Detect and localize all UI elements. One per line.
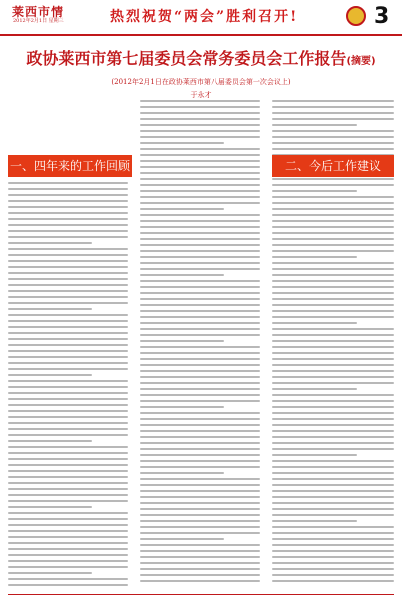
- body-text-line: [272, 334, 394, 336]
- body-text-line: [140, 232, 260, 234]
- body-text-line: [8, 500, 128, 502]
- body-text-line: [140, 154, 260, 156]
- body-text-line: [140, 430, 260, 432]
- body-text-line: [140, 424, 260, 426]
- body-text-line: [8, 212, 128, 214]
- body-text-line: [272, 340, 394, 342]
- body-text-line: [8, 272, 128, 274]
- body-text-line: [272, 382, 394, 384]
- body-text-line: [272, 178, 394, 180]
- body-text-line: [272, 244, 394, 246]
- body-text-line: [140, 148, 260, 150]
- body-text-line: [140, 412, 260, 414]
- body-text-line: [272, 394, 394, 396]
- body-text-line: [272, 538, 394, 540]
- body-text-line: [140, 166, 260, 168]
- body-text-line: [8, 560, 128, 562]
- body-text-line: [8, 464, 128, 466]
- body-text-line: [272, 232, 394, 234]
- body-text-line: [272, 238, 394, 240]
- body-text-line: [8, 458, 128, 460]
- body-text-line: [8, 446, 128, 448]
- body-text-line: [140, 388, 260, 390]
- body-text-line: [8, 566, 128, 568]
- body-text-line: [140, 316, 260, 318]
- body-text-line: [8, 410, 128, 412]
- body-text-line: [272, 262, 394, 264]
- body-text-line: [140, 520, 260, 522]
- body-text-line: [8, 380, 128, 382]
- body-text-line: [272, 214, 394, 216]
- body-text-line: [8, 296, 128, 298]
- body-text-line: [140, 250, 260, 252]
- body-text-line: [140, 118, 260, 120]
- body-text-line: [140, 322, 260, 324]
- body-text-line: [272, 280, 394, 282]
- body-text-line: [272, 328, 394, 330]
- body-text-line: [8, 572, 92, 574]
- title-main: 政协莱西市第七届委员会常务委员会工作报告: [26, 49, 347, 68]
- body-text-line: [272, 148, 394, 150]
- body-text-line: [140, 268, 260, 270]
- body-text-line: [140, 202, 260, 204]
- body-column-1: [8, 182, 128, 592]
- masthead: [0, 0, 402, 36]
- body-text-line: [8, 416, 128, 418]
- body-text-line: [272, 442, 394, 444]
- body-text-line: [140, 244, 260, 246]
- body-text-line: [8, 554, 128, 556]
- body-text-line: [272, 130, 394, 132]
- body-text-line: [140, 502, 260, 504]
- body-text-line: [272, 298, 394, 300]
- body-text-line: [8, 320, 128, 322]
- body-text-line: [272, 544, 394, 546]
- body-text-line: [8, 386, 128, 388]
- body-text-line: [8, 308, 92, 310]
- body-text-line: [272, 448, 394, 450]
- body-text-line: [8, 440, 92, 442]
- body-text-line: [272, 424, 394, 426]
- body-text-line: [8, 518, 128, 520]
- body-text-line: [8, 200, 128, 202]
- body-text-line: [272, 550, 394, 552]
- body-text-line: [140, 142, 224, 144]
- body-text-line: [8, 494, 128, 496]
- body-text-line: [140, 406, 224, 408]
- body-text-line: [8, 326, 128, 328]
- body-text-line: [272, 322, 357, 324]
- body-text-line: [8, 260, 128, 262]
- body-text-line: [140, 472, 224, 474]
- banner-text: 热烈祝贺“两会”胜利召开!: [110, 9, 299, 25]
- body-text-line: [272, 376, 394, 378]
- body-text-line: [8, 248, 128, 250]
- body-text-line: [8, 278, 128, 280]
- body-text-line: [8, 254, 128, 256]
- body-text-line: [8, 362, 128, 364]
- body-text-line: [140, 382, 260, 384]
- body-text-line: [8, 548, 128, 550]
- body-text-line: [140, 274, 224, 276]
- body-text-line: [140, 172, 260, 174]
- body-text-line: [272, 412, 394, 414]
- body-text-line: [140, 304, 260, 306]
- body-text-line: [140, 190, 260, 192]
- body-text-line: [140, 370, 260, 372]
- body-text-line: [272, 514, 394, 516]
- body-text-line: [8, 542, 128, 544]
- body-text-line: [272, 484, 394, 486]
- body-text-line: [8, 188, 128, 190]
- body-text-line: [8, 236, 128, 238]
- body-text-line: [140, 436, 260, 438]
- body-text-line: [272, 472, 394, 474]
- body-text-line: [140, 334, 260, 336]
- body-text-line: [272, 142, 394, 144]
- body-text-line: [272, 502, 394, 504]
- body-text-line: [8, 230, 128, 232]
- body-text-line: [272, 580, 394, 582]
- body-text-line: [140, 448, 260, 450]
- body-text-line: [140, 280, 260, 282]
- body-text-line: [8, 350, 128, 352]
- body-text-line: [140, 124, 260, 126]
- body-text-line: [272, 292, 394, 294]
- body-text-line: [272, 100, 394, 102]
- body-text-line: [8, 242, 92, 244]
- body-text-line: [140, 454, 260, 456]
- article-subtitle: (2012年2月1日在政协莱西市第八届委员会第一次会议上): [111, 78, 291, 86]
- body-text-line: [140, 226, 260, 228]
- body-text-line: [272, 136, 394, 138]
- body-text-line: [272, 418, 394, 420]
- body-text-line: [140, 196, 260, 198]
- body-text-line: [272, 490, 394, 492]
- body-text-line: [272, 190, 357, 192]
- body-text-line: [140, 238, 260, 240]
- body-text-line: [272, 556, 394, 558]
- body-text-line: [272, 568, 394, 570]
- body-text-line: [8, 398, 128, 400]
- body-text-line: [272, 352, 394, 354]
- body-text-line: [8, 284, 128, 286]
- body-text-line: [8, 578, 128, 580]
- body-text-line: [272, 346, 394, 348]
- body-text-line: [140, 364, 260, 366]
- body-text-line: [8, 218, 128, 220]
- body-text-line: [140, 136, 260, 138]
- body-text-line: [8, 524, 128, 526]
- body-text-line: [272, 226, 394, 228]
- body-text-line: [272, 562, 394, 564]
- body-text-line: [140, 112, 260, 114]
- body-text-line: [272, 436, 394, 438]
- body-text-line: [272, 184, 394, 186]
- body-text-line: [140, 100, 260, 102]
- body-text-line: [140, 532, 260, 534]
- body-text-line: [140, 208, 224, 210]
- body-text-line: [140, 328, 260, 330]
- body-text-line: [272, 316, 394, 318]
- body-text-line: [8, 344, 128, 346]
- body-text-line: [8, 530, 128, 532]
- issue-date: 2012年2月1日 星期三: [13, 18, 64, 24]
- body-text-line: [8, 314, 128, 316]
- body-column-2: [140, 100, 260, 592]
- body-text-line: [272, 532, 394, 534]
- body-text-line: [8, 374, 92, 376]
- body-text-line: [272, 508, 394, 510]
- body-text-line: [140, 568, 260, 570]
- body-text-line: [140, 418, 260, 420]
- section-heading-review: 一、四年来的工作回顾: [8, 155, 132, 177]
- body-text-line: [272, 256, 357, 258]
- body-text-line: [140, 580, 260, 582]
- body-text-line: [272, 196, 394, 198]
- body-text-line: [140, 160, 260, 162]
- body-text-line: [8, 452, 128, 454]
- body-text-line: [140, 358, 260, 360]
- body-text-line: [140, 214, 260, 216]
- body-text-line: [140, 286, 260, 288]
- body-text-line: [8, 512, 128, 514]
- body-text-line: [8, 422, 128, 424]
- body-text-line: [8, 206, 128, 208]
- body-text-line: [272, 202, 394, 204]
- body-text-line: [8, 536, 128, 538]
- body-text-line: [272, 478, 394, 480]
- body-text-line: [8, 392, 128, 394]
- body-text-line: [140, 508, 260, 510]
- body-text-line: [140, 352, 260, 354]
- body-text-line: [8, 338, 128, 340]
- body-text-line: [140, 526, 260, 528]
- body-text-line: [140, 544, 260, 546]
- body-text-line: [272, 454, 357, 456]
- body-text-line: [140, 310, 260, 312]
- body-text-line: [140, 442, 260, 444]
- paper-name: 莱西市情: [12, 5, 65, 19]
- body-text-line: [272, 400, 394, 402]
- body-text-line: [8, 302, 128, 304]
- body-text-line: [272, 496, 394, 498]
- body-text-line: [272, 286, 394, 288]
- body-text-line: [140, 220, 260, 222]
- body-text-line: [8, 182, 128, 184]
- body-text-line: [140, 340, 224, 342]
- body-text-line: [272, 124, 357, 126]
- body-text-line: [272, 466, 394, 468]
- body-text-line: [140, 496, 260, 498]
- body-text-line: [8, 224, 128, 226]
- body-text-line: [140, 106, 260, 108]
- body-text-line: [140, 556, 260, 558]
- body-text-line: [272, 268, 394, 270]
- body-text-line: [8, 584, 128, 586]
- body-text-line: [272, 358, 394, 360]
- body-text-line: [8, 488, 128, 490]
- body-text-line: [272, 364, 394, 366]
- article-author: 于永才: [190, 91, 212, 99]
- body-text-line: [140, 484, 260, 486]
- body-text-line: [272, 106, 394, 108]
- body-text-line: [272, 526, 394, 528]
- body-text-line: [8, 266, 128, 268]
- body-text-line: [8, 356, 128, 358]
- body-text-line: [272, 430, 394, 432]
- body-text-line: [272, 370, 394, 372]
- body-text-line: [272, 112, 394, 114]
- body-text-line: [272, 304, 394, 306]
- body-text-line: [8, 428, 128, 430]
- body-text-line: [140, 298, 260, 300]
- body-text-line: [140, 538, 224, 540]
- body-text-line: [272, 220, 394, 222]
- body-text-line: [140, 184, 260, 186]
- body-text-line: [272, 118, 394, 120]
- body-text-line: [272, 208, 394, 210]
- body-text-line: [272, 460, 394, 462]
- body-text-line: [8, 434, 128, 436]
- page-number: 3: [374, 4, 390, 29]
- body-text-line: [8, 506, 92, 508]
- title-suffix: (摘要): [346, 56, 376, 67]
- body-text-line: [8, 470, 128, 472]
- body-text-line: [272, 406, 394, 408]
- body-text-line: [140, 514, 260, 516]
- body-text-line: [272, 520, 357, 522]
- body-text-line: [272, 574, 394, 576]
- article-title: [8, 46, 394, 69]
- body-text-line: [140, 466, 260, 468]
- body-text-line: [272, 388, 357, 390]
- body-text-line: [140, 130, 260, 132]
- body-text-line: [140, 400, 260, 402]
- body-text-line: [140, 550, 260, 552]
- body-text-line: [140, 478, 260, 480]
- body-text-line: [8, 194, 128, 196]
- body-text-line: [272, 250, 394, 252]
- emblem-icon: [346, 6, 366, 26]
- section-heading-suggestions: 二、今后工作建议: [272, 155, 394, 177]
- body-text-line: [140, 574, 260, 576]
- body-text-line: [140, 394, 260, 396]
- body-text-line: [8, 476, 128, 478]
- body-text-line: [8, 332, 128, 334]
- body-text-line: [140, 460, 260, 462]
- body-text-line: [140, 292, 260, 294]
- footer-rule: [8, 594, 394, 595]
- body-text-line: [140, 178, 260, 180]
- body-text-line: [140, 562, 260, 564]
- body-text-line: [140, 256, 260, 258]
- body-text-line: [8, 290, 128, 292]
- body-text-line: [272, 274, 394, 276]
- body-text-line: [8, 368, 128, 370]
- body-text-line: [140, 262, 260, 264]
- body-text-line: [140, 490, 260, 492]
- body-text-line: [140, 346, 260, 348]
- body-text-line: [8, 404, 128, 406]
- body-text-line: [140, 376, 260, 378]
- body-text-line: [8, 482, 128, 484]
- body-text-line: [272, 310, 394, 312]
